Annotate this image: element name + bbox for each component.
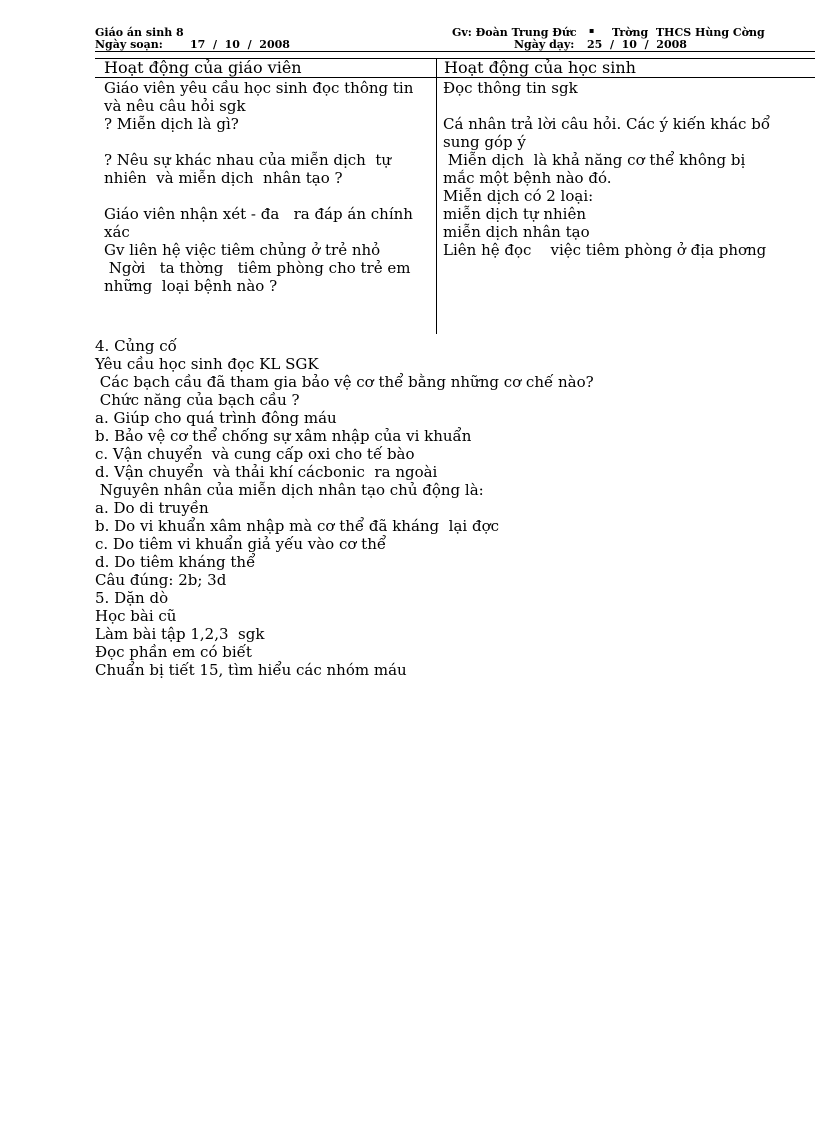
teacher-activity-line	[104, 133, 413, 151]
text-line: b. Do vi khuẩn xâm nhập mà cơ thể đã kháng lại đợc	[95, 517, 500, 535]
text-line: Nguyên nhân của miễn dịch nhân tạo chủ động là:	[95, 481, 484, 499]
school-name: Trờng THCS Hùng Cờng	[612, 26, 765, 39]
prep-date: 17 / 10 / 2008	[190, 38, 290, 51]
teacher-activity-line: và nêu câu hỏi sgk	[104, 97, 246, 115]
subject-title: Giáo án sinh 8	[95, 26, 184, 39]
teacher-activity-line: những loại bệnh nào ?	[104, 277, 278, 295]
student-activity-line: miễn dịch tự nhiên	[443, 205, 587, 223]
text-line: a. Giúp cho quá trình đông máu	[95, 409, 337, 427]
teach-date-label: Ngày dạy:	[514, 38, 575, 51]
teacher-activities	[104, 79, 413, 295]
teacher-activity-line: xác	[104, 223, 130, 241]
text-line: Yêu cầu học sinh đọc KL SGK	[95, 355, 319, 373]
table-column-divider	[436, 58, 437, 334]
student-activity-line: Liên hệ đọc việc tiêm phòng ở địa phơng	[443, 241, 767, 259]
column-header-student: Hoạt động của học sinh	[444, 58, 636, 77]
text-line: Chuẩn bị tiết 15, tìm hiểu các nhóm máu	[95, 661, 407, 679]
teacher-activity-line: ? Nêu sự khác nhau của miễn dịch tự	[104, 151, 392, 169]
table-header-border	[95, 77, 815, 78]
text-line: Câu đúng: 2b; 3d	[95, 571, 227, 589]
student-activity-line	[443, 97, 770, 115]
text-line: 4. Củng cố	[95, 337, 177, 355]
student-activity-line: Cá nhân trả lời câu hỏi. Các ý kiến khác bổ	[443, 115, 770, 133]
prep-date-label: Ngày soạn:	[95, 38, 163, 51]
student-activity-line: Miễn dịch là khả năng cơ thể không bị	[443, 151, 746, 169]
student-activity-line: mắc một bệnh nào đó.	[443, 169, 612, 187]
text-line: Đọc phần em có biết	[95, 643, 252, 661]
text-line: c. Do tiêm vi khuẩn giả yếu vào cơ thể	[95, 535, 387, 553]
student-activities	[443, 79, 770, 259]
text-line: b. Bảo vệ cơ thể chống sự xâm nhập của vi khuẩn	[95, 427, 472, 445]
text-line: d. Do tiêm kháng thể	[95, 553, 256, 571]
consolidation-and-homework	[95, 337, 594, 679]
teacher-activity-line: Gv liên hệ việc tiêm chủng ở trẻ nhỏ	[104, 241, 381, 259]
teacher-activity-line: nhiên và miễn dịch nhân tạo ?	[104, 169, 343, 187]
teach-date: 25 / 10 / 2008	[587, 38, 687, 51]
header-rule	[95, 51, 815, 52]
teacher-activity-line	[104, 187, 413, 205]
teacher-activity-line: Giáo viên yêu cầu học sinh đọc thông tin	[104, 79, 414, 97]
text-line: Các bạch cầu đã tham gia bảo vệ cơ thể bằng những cơ chế nào?	[95, 373, 594, 391]
text-line: Chức năng của bạch cầu ?	[95, 391, 300, 409]
teacher-name: Gv: Đoàn Trung Đức	[452, 26, 577, 39]
column-header-teacher: Hoạt động của giáo viên	[104, 58, 302, 77]
text-line: c. Vận chuyển và cung cấp oxi cho tế bào	[95, 445, 415, 463]
teacher-activity-line: Ngời ta thờng tiêm phòng cho trẻ em	[104, 259, 411, 277]
text-line: Làm bài tập 1,2,3 sgk	[95, 625, 265, 643]
student-activity-line: Đọc thông tin sgk	[443, 79, 578, 97]
student-activity-line: Miễn dịch có 2 loại:	[443, 187, 594, 205]
student-activity-line: sung góp ý	[443, 133, 526, 151]
text-line: Học bài cũ	[95, 607, 177, 625]
student-activity-line: miễn dịch nhân tạo	[443, 223, 590, 241]
text-line: a. Do di truyền	[95, 499, 209, 517]
text-line: 5. Dặn dò	[95, 589, 169, 607]
teacher-activity-line: Giáo viên nhận xét - đa ra đáp án chính	[104, 205, 413, 223]
teacher-activity-line: ? Miễn dịch là gì?	[104, 115, 239, 133]
text-line: d. Vận chuyển và thải khí cácbonic ra ngoài	[95, 463, 438, 481]
bullet-mark: ▪	[589, 25, 595, 35]
